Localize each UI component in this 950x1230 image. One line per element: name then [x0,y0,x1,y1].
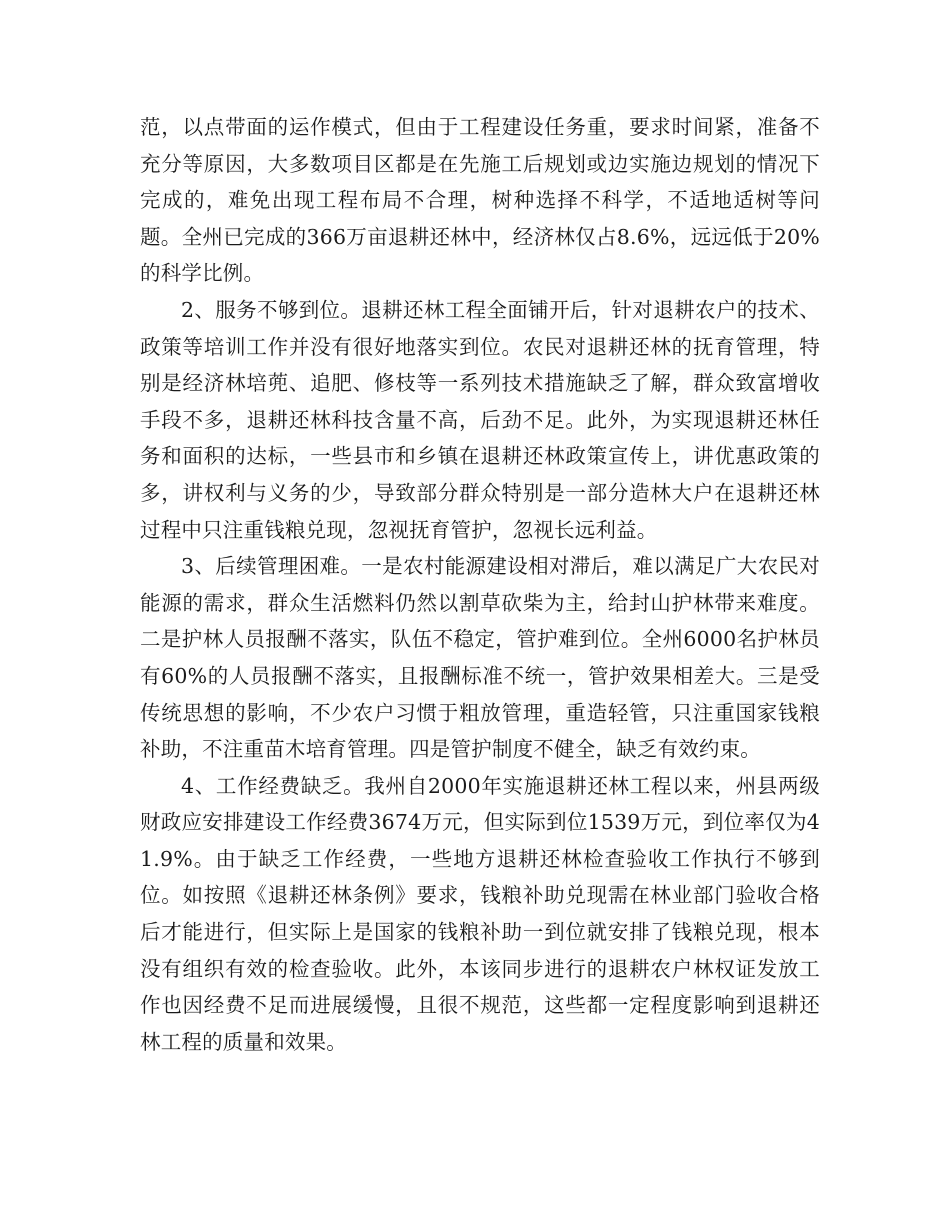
paragraph-management: 3、后续管理困难。一是农村能源建设相对滞后，难以满足广大农民对能源的需求，群众生活燃料仍然以割草砍柴为主，给封山护林带来难度。二是护林人员报酬不落实，队伍不稳定，管护难到位。全州6000名护林员有60%的人员报酬不落实，且报酬标准不统一，管护效果相差大。三是受传统思想的影响，不少农户习惯于粗放管理，重造轻管，只注重国家钱粮补助，不注重苗木培育管理。四是管护制度不健全，缺乏有效约束。 [140,554,820,762]
paragraph-funding: 4、工作经费缺乏。我州自2000年实施退耕还林工程以来，州县两级财政应安排建设工作经费3674万元，但实际到位1539万元，到位率仅为41.9%。由于缺乏工作经费，一些地方退耕还林检查验收工作执行不够到位。如按照《退耕还林条例》要求，钱粮补助兑现需在林业部门验收合格后才能进行，但实际上是国家的钱粮补助一到位就安排了钱粮兑现，根本没有组织有效的检查验收。此外，本该同步进行的退耕农户林权证发放工作也因经费不足而进展缓慢，且很不规范，这些都一定程度影响到退耕还林工程的质量和效果。 [140,773,820,1054]
document-body [140,109,820,1060]
paragraph-intro-continuation: 范，以点带面的运作模式，但由于工程建设任务重，要求时间紧，准备不充分等原因，大多数项目区都是在先施工后规划或边实施边规划的情况下完成的，难免出现工程布局不合理，树种选择不科学，不适地适树等问题。全州已完成的366万亩退耕还林中，经济林仅占8.6%，远远低于20%的科学比例。 [140,115,820,286]
paragraph-service: 2、服务不够到位。退耕还林工程全面铺开后，针对退耕农户的技术、政策等培训工作并没有很好地落实到位。农民对退耕还林的抚育管理，特别是经济林培蔸、追肥、修枝等一系列技术措施缺乏了解，群众致富增收手段不多，退耕还林科技含量不高，后劲不足。此外，为实现退耕还林任务和面积的达标，一些县市和乡镇在退耕还林政策宣传上，讲优惠政策的多，讲权利与义务的少，导致部分群众特别是一部分造林大户在退耕还林过程中只注重钱粮兑现，忽视抚育管护，忽视长远利益。 [140,297,820,542]
